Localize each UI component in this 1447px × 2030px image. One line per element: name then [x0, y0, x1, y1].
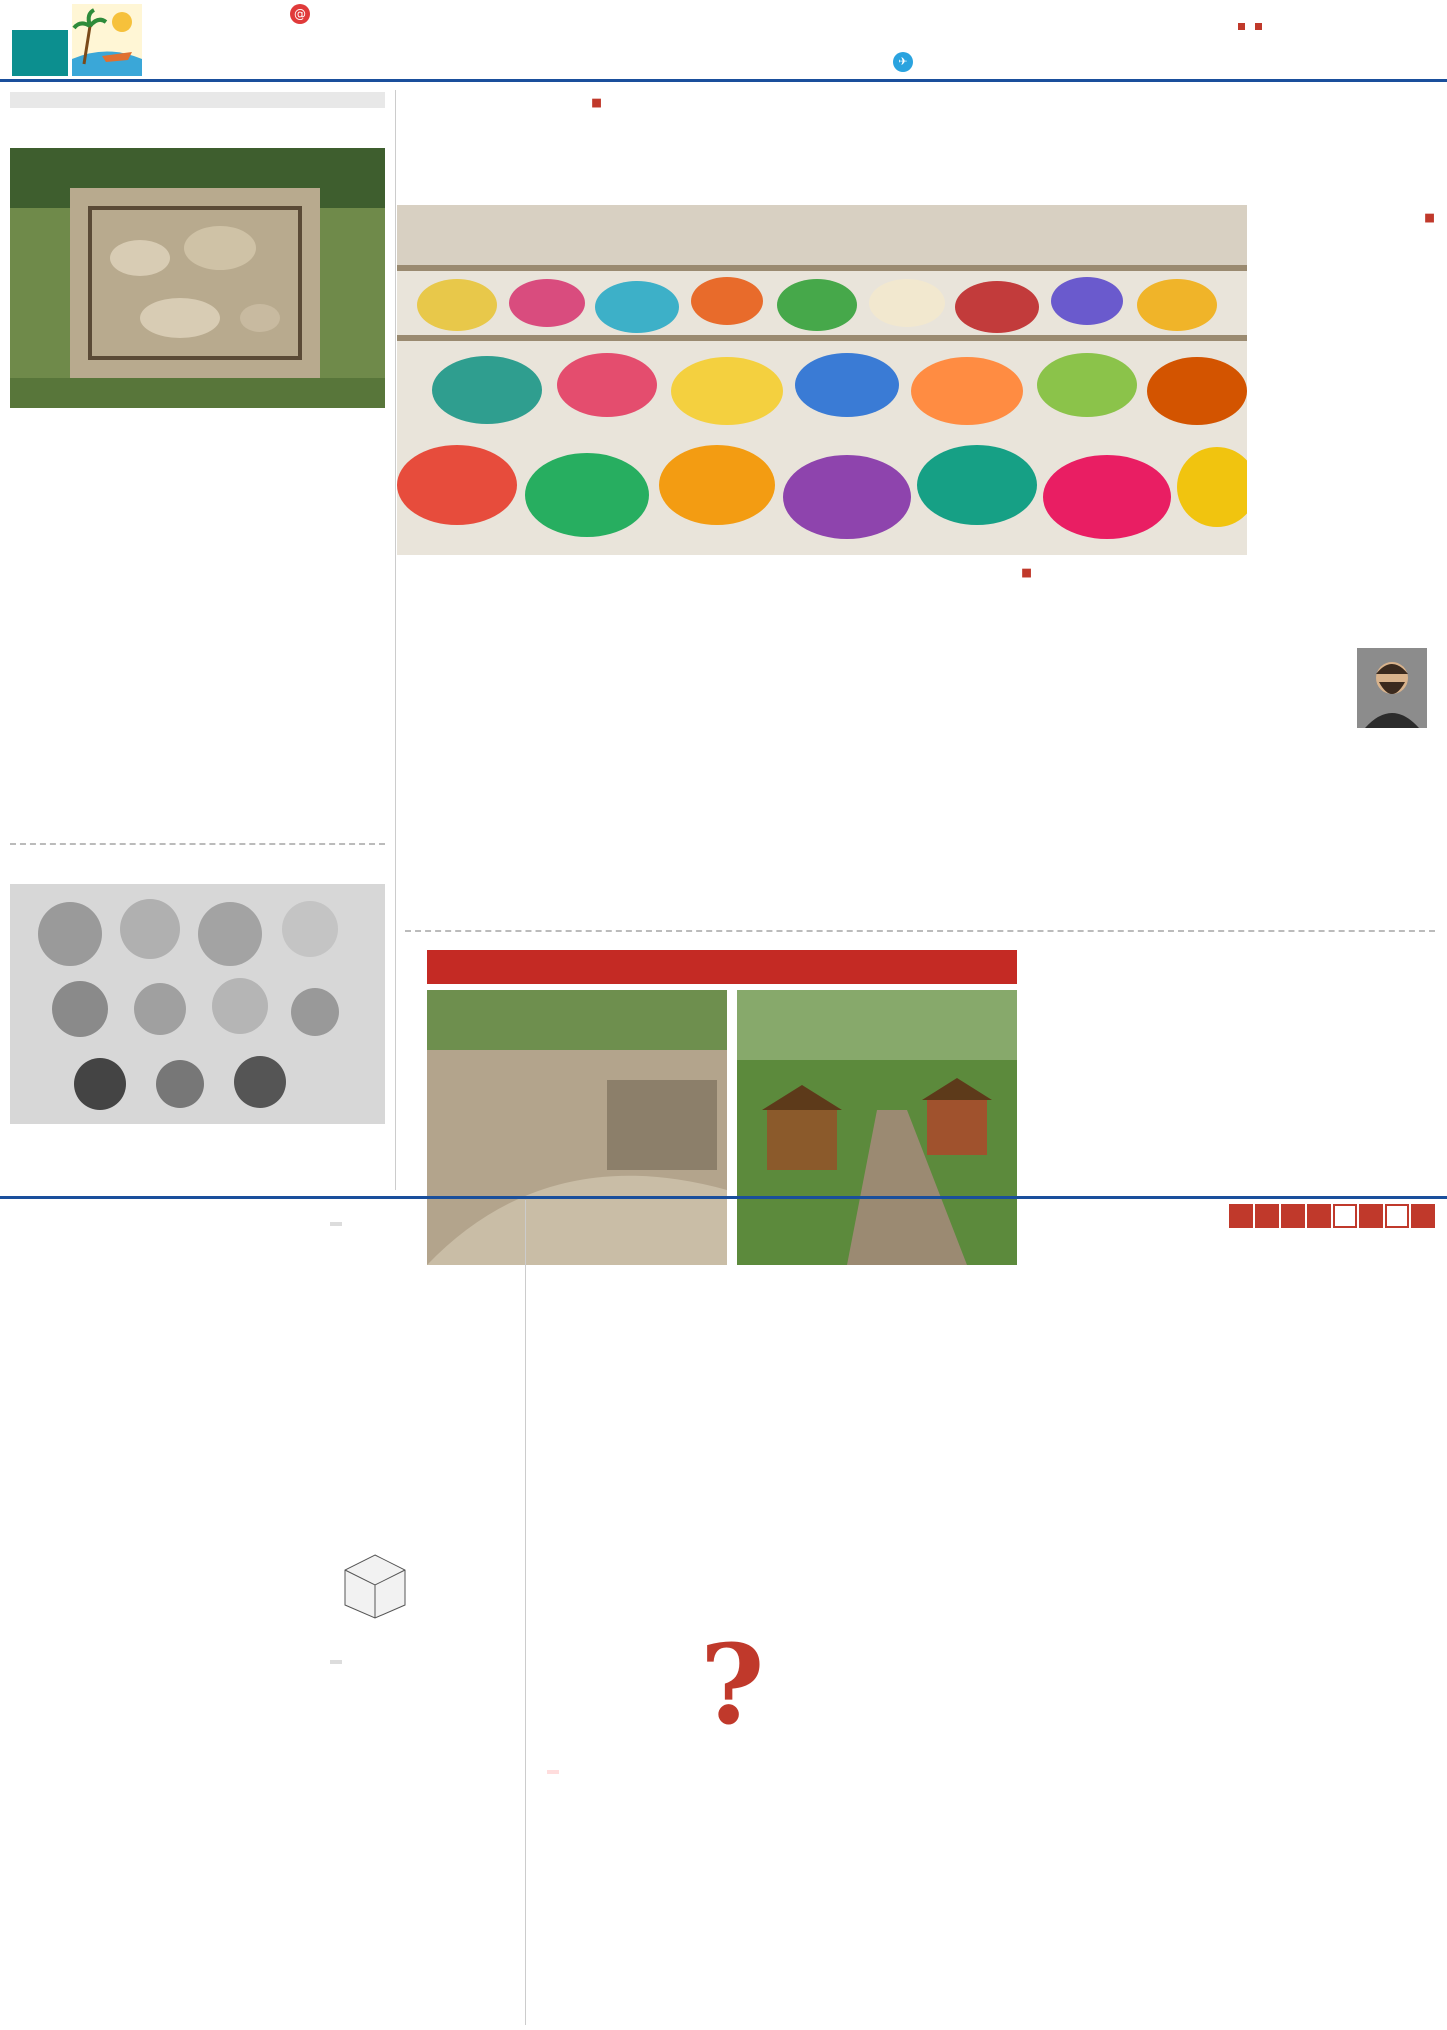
title-char	[1411, 1204, 1435, 1228]
story-column-1b	[1253, 648, 1349, 652]
story-column-2	[1047, 560, 1247, 925]
sidebar-story-1	[10, 416, 385, 420]
road-column-1	[1253, 950, 1435, 1190]
story-column-5	[397, 90, 602, 925]
page-number	[12, 30, 68, 76]
excavation-photo	[10, 148, 385, 408]
bullet-icon	[1238, 23, 1245, 30]
story-column-1	[1253, 205, 1435, 231]
title-char	[1385, 1204, 1409, 1228]
cube-icon	[340, 1550, 410, 1620]
puzzle-rule	[0, 1196, 1447, 1199]
column-rule	[525, 1200, 526, 2025]
title-char	[1307, 1204, 1331, 1228]
bullet-icon	[1255, 23, 1262, 30]
question-mark-icon: ?	[700, 1620, 765, 1749]
road-column-2	[1027, 950, 1237, 1190]
sudoku-instructions	[356, 1272, 516, 1286]
title-char	[1359, 1204, 1383, 1228]
road-photo	[737, 990, 1017, 1265]
subhead	[1253, 209, 1435, 227]
issue-line	[1233, 18, 1267, 35]
story-column-4	[617, 560, 817, 925]
telegram-icon: ✈	[893, 52, 913, 72]
subhead	[397, 94, 602, 112]
road-column-4	[217, 950, 417, 1190]
story-column-3	[832, 560, 1032, 925]
sudoku-about	[356, 1700, 516, 1730]
beach-illustration	[72, 4, 142, 76]
answer-label	[547, 1770, 559, 1774]
divider	[405, 930, 1435, 932]
title-char	[1333, 1204, 1357, 1228]
logo	[1283, 8, 1433, 74]
email-icon: @	[290, 4, 310, 24]
sudoku-hard-label	[330, 1660, 342, 1664]
title-char	[1229, 1204, 1253, 1228]
sudoku-easy-label	[330, 1222, 342, 1226]
title-char	[1281, 1204, 1305, 1228]
masthead	[0, 0, 1447, 82]
road-column-5	[405, 950, 555, 1190]
expert-portrait	[1357, 648, 1427, 728]
crossword-clues	[1230, 1240, 1435, 2020]
crossword-title	[1229, 1204, 1435, 1228]
title-char	[1255, 1204, 1279, 1228]
news-tag	[10, 92, 385, 108]
divider	[10, 843, 385, 845]
subhead	[832, 564, 1032, 582]
